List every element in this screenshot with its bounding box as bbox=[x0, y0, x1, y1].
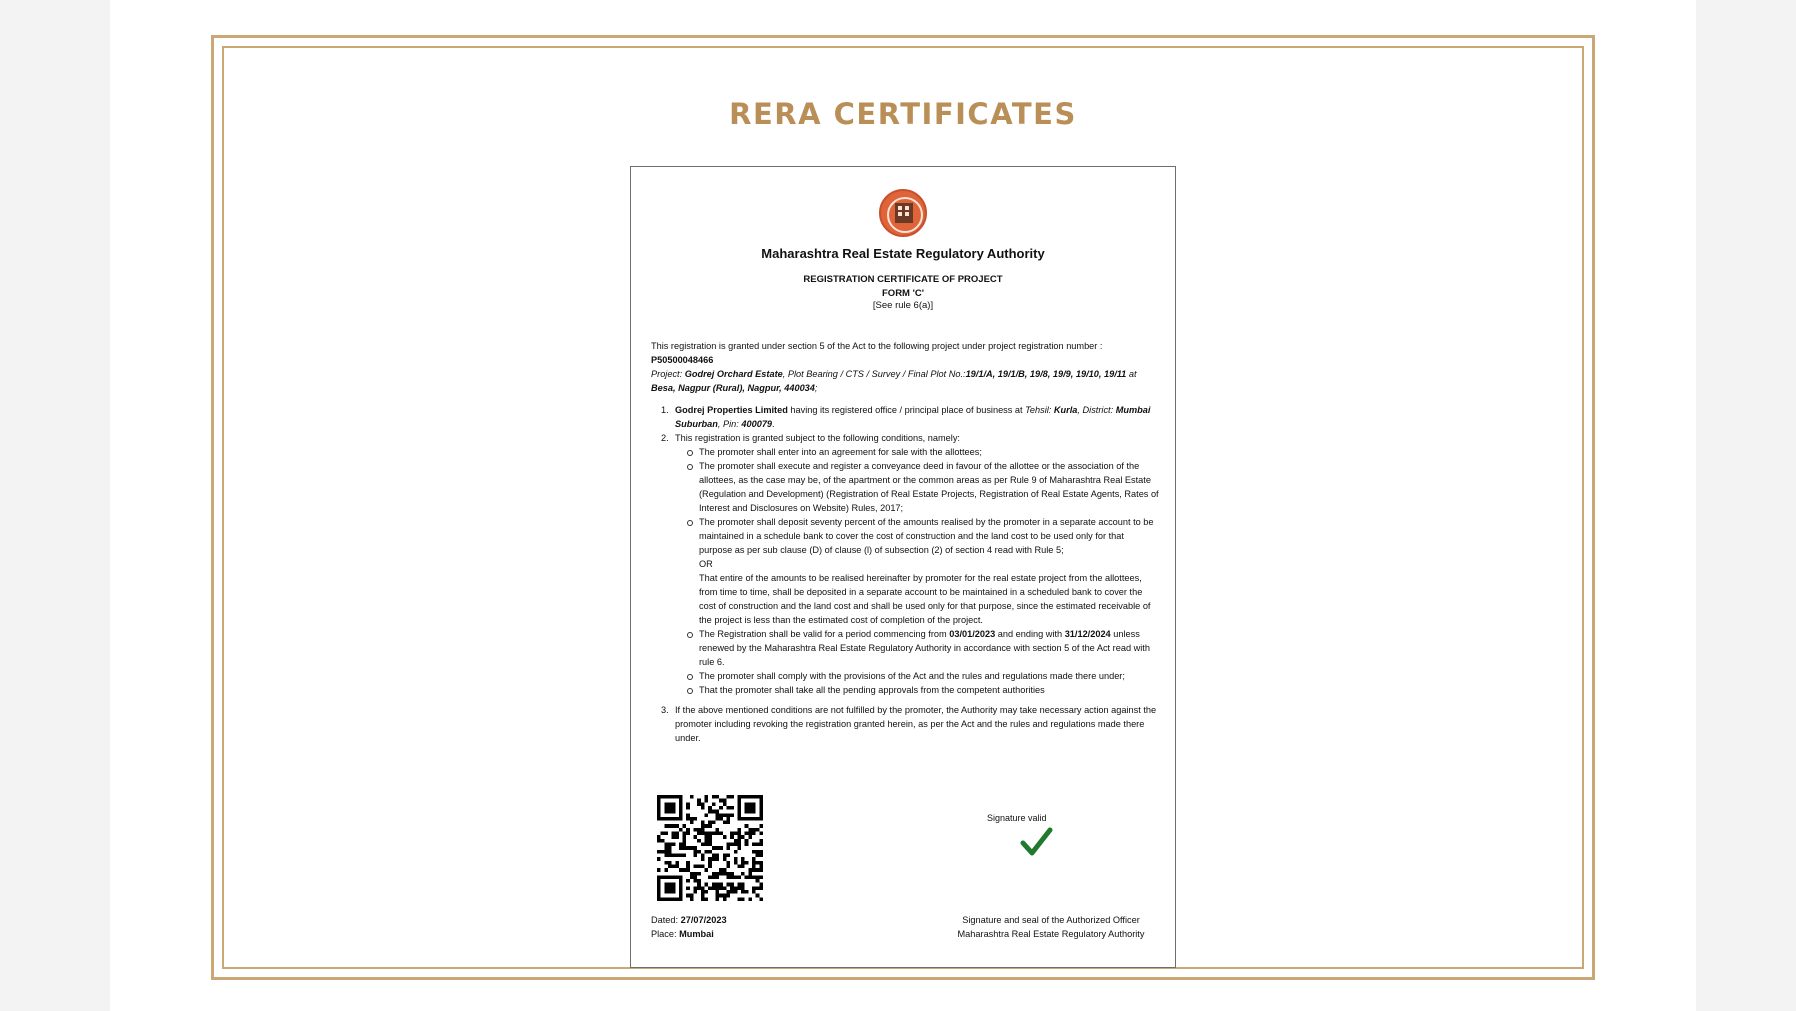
form-label: FORM 'C' bbox=[882, 288, 924, 299]
list-item: The promoter shall enter into an agreement for sale with the allottees; bbox=[675, 445, 1159, 459]
dated-line: Dated: 27/07/2023 bbox=[651, 915, 727, 925]
promoter-name: Godrej Properties Limited bbox=[675, 405, 788, 415]
list-item: 2. This registration is granted subject to the following conditions, namely: The promoter shall enter into an agreement for sale with the allottees; The promoter shall execute and register a conveyance deed in favour of the allottee or the association of the allottees, as the case may be, of the apartment or the common areas as per Rule 9 of Maharashtra Real Estate (Regulation and Development) (Registration of Real Estate Projects, Registration of Real Estate Agents, Rates of Interest and Disclosures on Website) Rules, 2017; The promoter shall deposit seventy percent of the amounts realised by the promoter in a separate account to be maintained in a schedule bank to cover the cost of construction and the land cost to be used only for that purpose as per sub clause (D) of clause (l) of subsection (2) of section 4 read with Rule 5; OR That entire of the amounts to be realised hereinafter by promoter for the real estate project from the allottees, from time to time, shall be deposited in a separate account to be maintained in a scheduled bank to cover the cost of construction and the land cost and shall be used only for that purpose, since the estimated receivable of the project is less than the estimated cost of completion of the project. The Registration shall be valid for a period commencing from 03/01/2023 and ending with 31/12/2024 unless renewed by the Maharashtra Real Estate Regulatory Authority in accordance with section 5 of the Act read with rule 6. The promoter shall comply with the provisions of the Act and the rules and regulations made there under; That the promoter shall take all the pending approvals from the competent authorities bbox=[661, 433, 1159, 695]
rule-reference: [See rule 6(a)] bbox=[872, 300, 934, 311]
list-item: The Registration shall be valid for a period commencing from 03/01/2023 and ending with 31/12/2024 unless renewed by the Maharashtra Real Estate Regulatory Authority in accordance with section 5 of the Act read with rule 6. bbox=[675, 627, 1159, 669]
list-item: The promoter shall deposit seventy percent of the amounts realised by the promoter in a separate account to be maintained in a schedule bank to cover the cost of construction and the land cost to be used only for that purpose as per sub clause (D) of clause (l) of subsection (2) of section 4 read with Rule 5; OR That entire of the amounts to be realised hereinafter by promoter for the real estate project from the allottees, from time to time, shall be deposited in a separate account to be maintained in a scheduled bank to cover the cost of construction and the land cost and shall be used only for that purpose, since the estimated receivable of the project is less than the estimated cost of completion of the project. bbox=[675, 515, 1159, 627]
list-item: That the promoter shall take all the pending approvals from the competent authorities bbox=[675, 683, 1159, 697]
signature-line-2: Maharashtra Real Estate Regulatory Authority bbox=[957, 929, 1145, 939]
list-item: 1. Godrej Properties Limited having its registered office / principal place of business at Tehsil: Kurla, District: Mumbai Suburban, Pin: 400079. bbox=[661, 405, 1151, 429]
project-details: Project: Godrej Orchard Estate, Plot Bearing / CTS / Survey / Final Plot No.:19/1/A, 19/1/B, 19/8, 19/9, 19/10, 19/11 at Besa, Nagpur (Rural), Nagpur, 440034; bbox=[651, 369, 1137, 393]
sub-conditions-list bbox=[675, 445, 1159, 697]
list-item: The promoter shall comply with the provisions of the Act and the rules and regulations made there under; bbox=[675, 669, 1159, 683]
checkmark-icon bbox=[1019, 825, 1053, 859]
place-value: Mumbai bbox=[679, 929, 714, 939]
certificate-body bbox=[651, 339, 1159, 745]
maharera-seal-icon bbox=[879, 189, 927, 237]
seal-building-icon bbox=[895, 203, 913, 223]
plot-numbers: 19/1/A, 19/1/B, 19/8, 19/9, 19/10, 19/11 bbox=[965, 369, 1127, 379]
place-line: Place: Mumbai bbox=[651, 929, 714, 939]
authority-name: Maharashtra Real Estate Regulatory Authority bbox=[761, 246, 1045, 261]
conditions-list bbox=[651, 403, 1159, 745]
project-name: Godrej Orchard Estate bbox=[684, 369, 783, 379]
list-item: The promoter shall execute and register a conveyance deed in favour of the allottee or the association of the allottees, as the case may be, of the apartment or the common areas as per Rule 9 of Maharashtra Real Estate (Regulation and Development) (Registration of Real Estate Projects, Registration of Real Estate Agents, Rates of Interest and Disclosures on Website) Rules, 2017; bbox=[675, 459, 1159, 515]
page-title: RERA CERTIFICATES bbox=[729, 97, 1077, 131]
qr-code-icon bbox=[657, 795, 763, 901]
project-location: Besa, Nagpur (Rural), Nagpur, 440034 bbox=[651, 383, 815, 393]
valid-from-date: 03/01/2023 bbox=[949, 629, 996, 639]
date-place bbox=[651, 913, 727, 941]
signature-block bbox=[931, 913, 1171, 941]
list-item: 3. If the above mentioned conditions are not fulfilled by the promoter, the Authority may take necessary action against the promoter including revoking the registration granted herein, as per the Act and the rules and regulations made there under. bbox=[661, 705, 1157, 743]
intro-text: This registration is granted under section 5 of the Act to the following project under project registration number : P50500048466 bbox=[651, 341, 1103, 365]
certificate-title-line: REGISTRATION CERTIFICATE OF PROJECT bbox=[803, 274, 1003, 285]
page-canvas bbox=[110, 0, 1696, 1011]
certificate-title bbox=[631, 273, 1175, 301]
valid-until-date: 31/12/2024 bbox=[1064, 629, 1111, 639]
dated-value: 27/07/2023 bbox=[680, 915, 727, 925]
signature-line-1: Signature and seal of the Authorized Officer bbox=[962, 915, 1140, 925]
signature-valid-label: Signature valid bbox=[987, 813, 1047, 823]
registration-number: P50500048466 bbox=[651, 355, 714, 365]
rera-certificate[interactable] bbox=[630, 166, 1176, 968]
